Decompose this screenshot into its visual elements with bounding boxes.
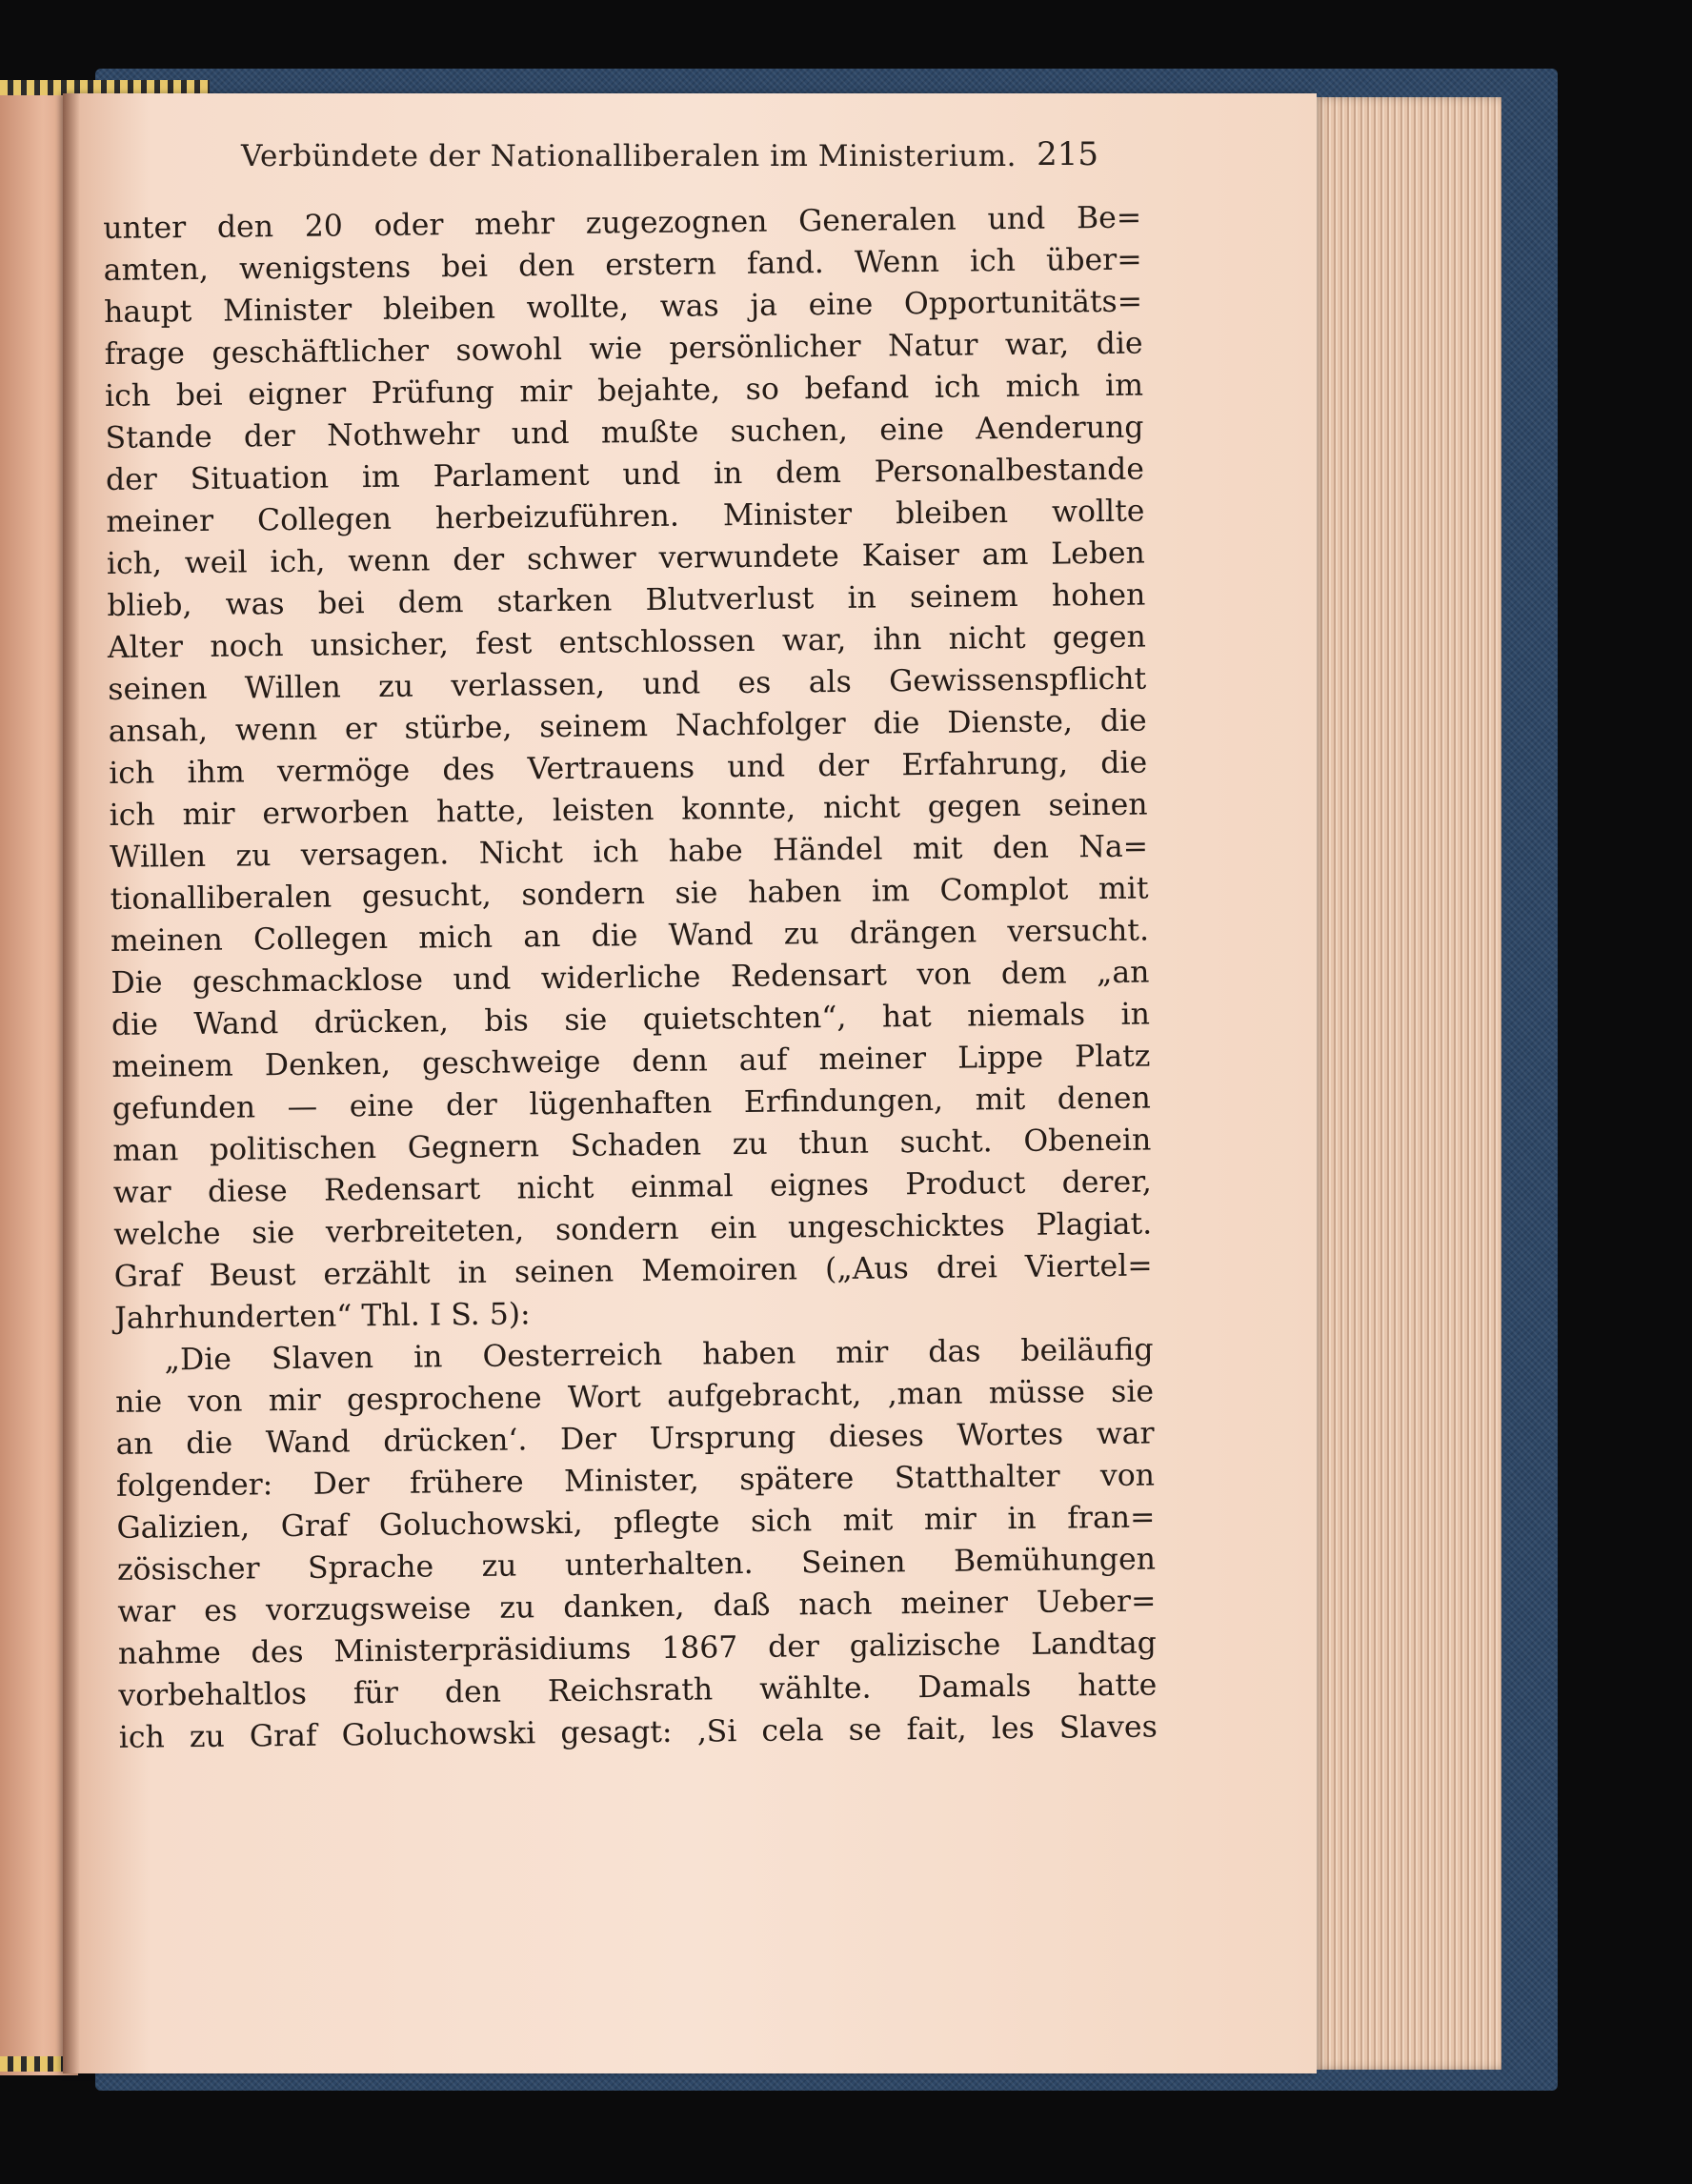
text-line: gefunden — eine der lügenhaften Erfindungen, mit denen (111, 1081, 1152, 1126)
text-line: ich ihm vermöge des Vertrauens und der Erfahrung, die (109, 745, 1148, 791)
text-line: Galizien, Graf Goluchowski, pflegte sich mit mir in fran= (116, 1500, 1156, 1546)
text-line: ich, weil ich, wenn der schwer verwundete Kaiser am Leben (106, 536, 1146, 581)
text-line: meiner Collegen herbeizuführen. Minister bleiben wollte (106, 494, 1145, 539)
page-header (241, 135, 1098, 187)
text-line: an die Wand drücken‘. Der Ursprung dieses Wortes war (115, 1416, 1155, 1462)
text-line: Graf Beust erzählt in seinen Memoiren („Aus drei Viertel= (113, 1248, 1153, 1294)
text-line: folgender: Der frühere Minister, spätere Statthalter von (115, 1458, 1156, 1504)
text-line: ansah, wenn er stürbe, seinem Nachfolger die Dienste, die (108, 703, 1147, 749)
text-line: ich mir erworben hatte, leisten konnte, nicht gegen seinen (109, 787, 1148, 833)
text-line: blieb, was bei dem starken Blutverlust in seinem hohen (107, 577, 1146, 623)
text-line: tionalliberalen gesucht, sondern sie haben im Complot mit (110, 871, 1149, 917)
page-fore-edge (1311, 97, 1501, 2070)
text-line: zösischer Sprache zu unterhalten. Seinen Bemühungen (116, 1542, 1157, 1587)
page-gutter (63, 93, 80, 2073)
text-line: welche sie verbreiteten, sondern ein ungeschicktes Plagiat. (113, 1206, 1153, 1252)
page-number: 215 (1037, 135, 1098, 173)
text-line: war es vorzugsweise zu danken, daß nach meiner Ueber= (117, 1584, 1157, 1629)
text-line: Alter noch unsicher, fest entschlossen war, ihn nicht gegen (107, 619, 1146, 665)
text-line: die Wand drücken, bis sie quietschten“, hat niemals in (111, 997, 1151, 1042)
text-line: seinen Willen zu verlassen, und es als Gewissenspflicht (108, 661, 1147, 707)
text-line: man politischen Gegnern Schaden zu thun sucht. Obenein (112, 1122, 1152, 1168)
text-line: „Die Slaven in Oesterreich haben mir das beiläufig (164, 1332, 1154, 1378)
running-head: Verbündete der Nationalliberalen im Ministerium. (241, 139, 1017, 173)
text-line: meinem Denken, geschweige denn auf meiner Lippe Platz (111, 1039, 1151, 1084)
text-line: ich bei eigner Prüfung mir bejahte, so befand ich mich im (104, 368, 1144, 414)
text-line: amten, wenigstens bei den erstern fand. Wenn ich über= (103, 242, 1142, 288)
text-line: vorbehaltlos für den Reichsrath wählte. Damals hatte (118, 1668, 1158, 1713)
text-line: ich zu Graf Goluchowski gesagt: ‚Si cela se fait, les Slaves (118, 1709, 1158, 1755)
text-line: Die geschmacklose und widerliche Redensart von dem „an (111, 955, 1150, 1001)
text-line: frage geschäftlicher sowohl wie persönlicher Natur war, die (104, 326, 1143, 372)
text-line: meinen Collegen mich an die Wand zu drängen versucht. (110, 913, 1150, 959)
text-line: der Situation im Parlament und in dem Personalbestande (105, 452, 1145, 497)
body-text (103, 197, 1158, 1759)
text-line: Stande der Nothwehr und mußte suchen, eine Aenderung (105, 410, 1144, 455)
text-line: war diese Redensart nicht einmal eignes Product derer, (112, 1164, 1152, 1210)
text-line: Willen zu versagen. Nicht ich habe Händel mit den Na= (109, 829, 1149, 875)
text-line: haupt Minister bleiben wollte, was ja eine Opportunitäts= (103, 284, 1143, 330)
text-line: unter den 20 oder mehr zugezognen Generalen und Be= (103, 200, 1142, 246)
text-line: nahme des Ministerpräsidiums 1867 der galizische Landtag (117, 1626, 1158, 1671)
text-line: nie von mir gesprochene Wort aufgebracht, ‚man müsse sie (114, 1374, 1155, 1420)
text-line: Jahrhunderten“ Thl. I S. 5): (114, 1297, 531, 1336)
